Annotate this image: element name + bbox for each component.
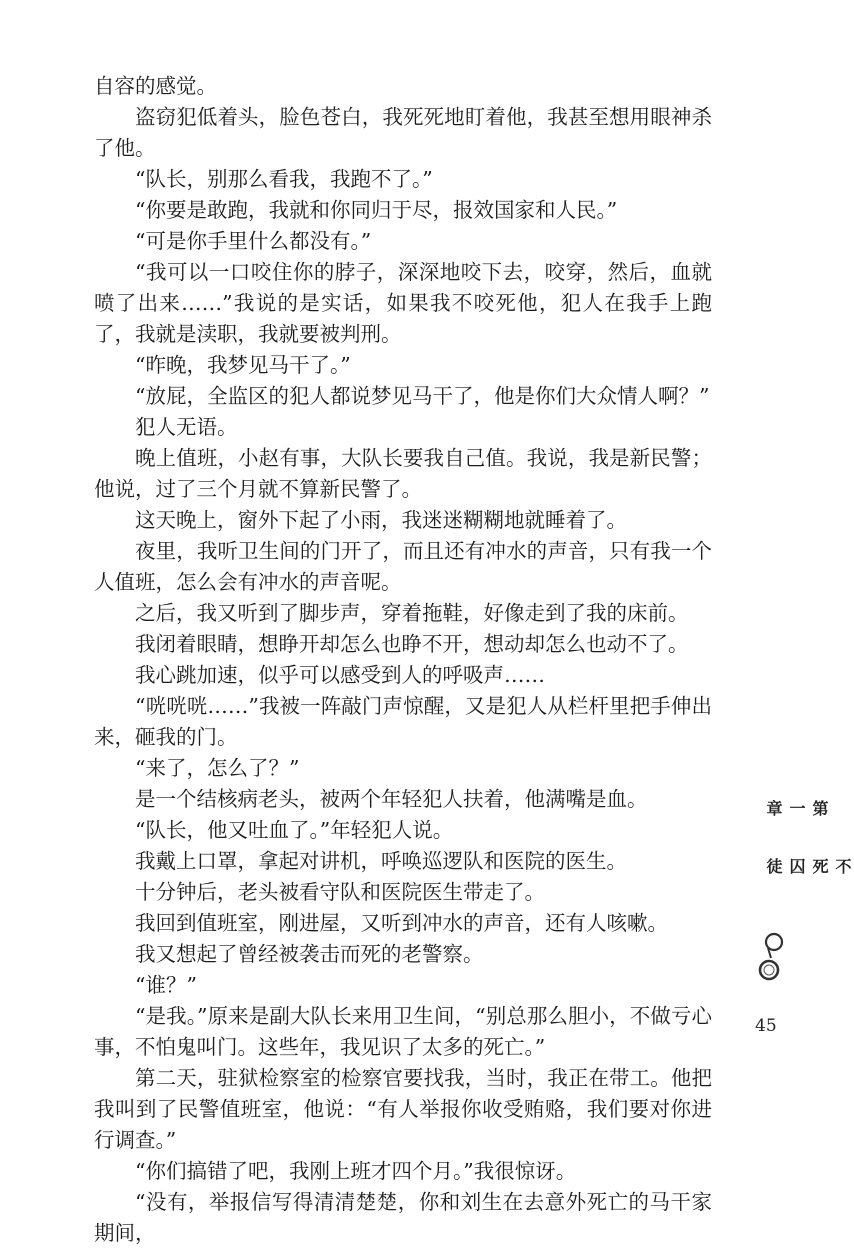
paragraph: “谁？” (135, 973, 197, 997)
paragraph: “昨晚，我梦见马干了。” (135, 353, 351, 377)
paragraph: “队长，他又吐血了。”年轻犯人说。 (135, 818, 454, 842)
paragraph: “来了，怎么了？” (135, 756, 300, 780)
paragraph: “我可以一口咬住你的脖子，深深地咬下去，咬穿，然后，血就喷了出来……”我说的是实话，如果我不咬死他，犯人在我手上跑了，我就是渎职，我就要被判刑。 (94, 260, 712, 346)
paragraph: 犯人无语。 (135, 415, 238, 439)
chapter-title: 不死囚徒 (764, 858, 852, 875)
paragraph: 晚上值班，小赵有事，大队长要我自己值。我说，我是新民警；他说，过了三个月就不算新民警了。 (94, 446, 712, 501)
paragraph: 这天晚上，窗外下起了小雨，我迷迷糊糊地就睡着了。 (135, 508, 627, 532)
paragraph: “放屁，全监区的犯人都说梦见马干了，他是你们大众情人啊？” (135, 384, 710, 408)
paragraph: “是我。”原来是副大队长来用卫生间，“别总那么胆小，不做亏心事，不怕鬼叫门。这些年，我见识了太多的死亡。” (94, 1004, 712, 1059)
paragraph: 自容的感觉。 (94, 74, 217, 98)
paragraph: “可是你手里什么都没有。” (135, 229, 372, 253)
body-text (94, 71, 712, 1249)
paragraph: “没有，举报信写得清清楚楚，你和刘生在去意外死亡的马干家期间， (94, 1190, 712, 1245)
paragraph: 我心跳加速，似乎可以感受到人的呼吸声…… (135, 663, 545, 687)
paragraph: 我戴上口罩，拿起对讲机，呼唤巡逻队和医院的医生。 (135, 849, 627, 873)
paragraph: 十分钟后，老头被看守队和医院医生带走了。 (135, 880, 545, 904)
handcuffs-icon (756, 928, 788, 988)
paragraph: 第二天，驻狱检察室的检察官要找我，当时，我正在带工。他把我叫到了民警值班室，他说：“有人举报你收受贿赂，我们要对你进行调查。” (94, 1066, 712, 1152)
paragraph: 我回到值班室，刚进屋，又听到冲水的声音，还有人咳嗽。 (135, 911, 668, 935)
chapter-number: 第一章 (764, 800, 829, 817)
paragraph: 之后，我又听到了脚步声，穿着拖鞋，好像走到了我的床前。 (135, 601, 689, 625)
paragraph: “咣咣咣……”我被一阵敲门声惊醒，又是犯人从栏杆里把手伸出来，砸我的门。 (94, 694, 712, 749)
paragraph: 是一个结核病老头，被两个年轻犯人扶着，他满嘴是血。 (135, 787, 648, 811)
paragraph: “你要是敢跑，我就和你同归于尽，报效国家和人民。” (135, 198, 618, 222)
paragraph: 夜里，我听卫生间的门开了，而且还有冲水的声音，只有我一个人值班，怎么会有冲水的声音呢。 (94, 539, 712, 594)
paragraph: “你们搞错了吧，我刚上班才四个月。”我很惊讶。 (135, 1159, 577, 1183)
paragraph: 我又想起了曾经被袭击而死的老警察。 (135, 942, 484, 966)
paragraph: 盗窃犯低着头，脸色苍白，我死死地盯着他，我甚至想用眼神杀了他。 (94, 105, 712, 160)
paragraph: “队长，别那么看我，我跑不了。” (135, 167, 433, 191)
page-number: 45 (755, 1016, 777, 1036)
paragraph: 我闭着眼睛，想睁开却怎么也睁不开，想动却怎么也动不了。 (135, 632, 689, 656)
